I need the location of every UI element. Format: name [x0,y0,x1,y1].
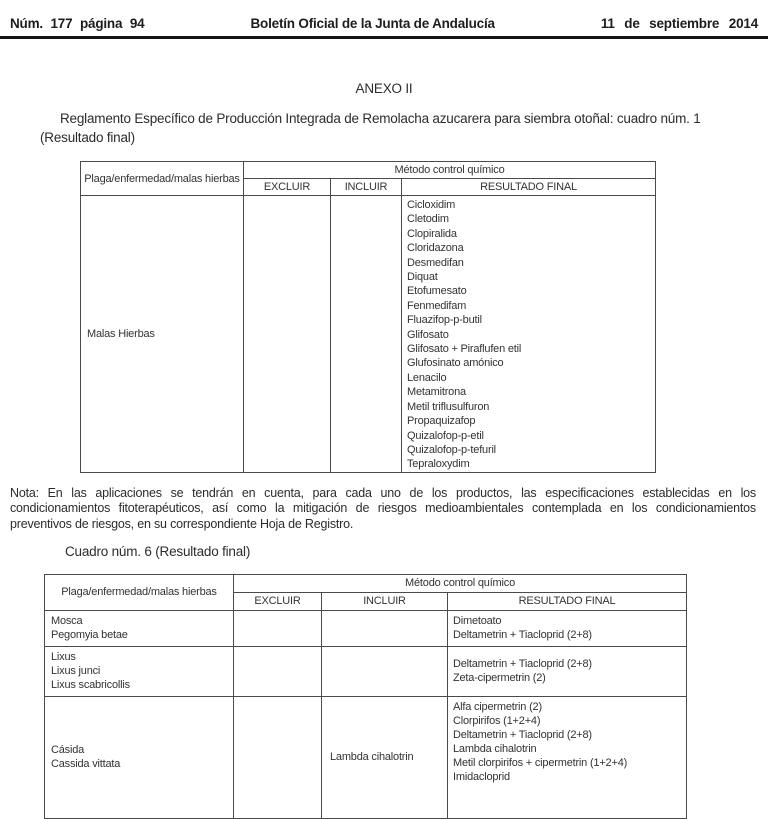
metodo-group-header: Método control químico [244,162,656,179]
plaga-cell [45,646,234,696]
table-header-row [81,162,656,179]
cell-line: Metil clorpirifos + cipermetrin (1+2+4) [453,756,628,769]
cell-line: Dimetoato [453,615,502,627]
excluir-cell [234,696,322,818]
cell-line: Etofumesato [407,285,467,298]
excluir-cell [244,196,331,473]
resultado-cell [448,646,687,696]
cuadro-6-table [44,574,687,819]
metodo-group-header: Método control químico [234,574,687,592]
table-row [45,696,687,818]
cell-line: Lixus scabricollis [51,679,130,691]
cell-line: Desmedifan [407,256,464,269]
resultado-column-header: RESULTADO FINAL [448,592,687,610]
excluir-cell [234,610,322,646]
cell-line: Metamitrona [407,386,466,399]
cell-line: Cásida [51,744,85,756]
plaga-column-header: Plaga/enfermedad/malas hierbas [45,574,234,610]
cell-line: Alfa cipermetrin (2) [453,700,542,713]
incluir-column-header: INCLUIR [331,179,402,196]
cell-line: Deltametrin + Tiacloprid (2+8) [453,658,592,670]
plaga-cell [45,696,234,818]
cell-line: Diquat [407,271,438,284]
cell-line: Quizalofop-p-tefuril [407,443,496,456]
cell-line: Glifosato + Piraflufen etil [407,343,522,356]
cell-line: Metil triflusulfuron [407,400,490,413]
incluir-cell [322,696,448,818]
cell-line: Malas Hierbas [87,327,155,340]
cell-line: Tepraloxydim [407,458,470,471]
cell-line: Cletodim [407,213,449,226]
cell-line: Fluazifop-p-butil [407,314,482,327]
excluir-column-header: EXCLUIR [234,592,322,610]
cell-line: Deltametrin + Tiacloprid (2+8) [453,728,592,741]
note-paragraph: Nota: En las aplicaciones se tendrán en cuenta, para cada uno de los productos, las especificaciones establecidas en los condicionamientos fitoterapéuticos, así como la mitigación de riesgos medioambientales contemplada en los condicionamientos preventivos de riesgos, en su correspondiente Hoja de Registro. [10,485,756,531]
cell-line: Cassida vittata [51,758,121,770]
cell-line: Glifosato [407,328,449,341]
cell-line: Deltametrin + Tiacloprid (2+8) [453,629,592,641]
cuadro-1-table [80,161,656,473]
resultado-column-header: RESULTADO FINAL [402,179,656,196]
cell-line: Lenacilo [407,371,447,384]
cell-line: Quizalofop-p-etil [407,429,484,442]
cell-line: Fenmedifam [407,299,467,312]
cell-line: Zeta-cipermetrin (2) [453,672,546,684]
cell-line: Propaquizafop [407,415,476,428]
masthead [0,0,768,39]
bulletin-number: Núm. 177 página 94 [10,16,145,31]
plaga-cell [81,196,244,473]
excluir-cell [234,646,322,696]
resultado-cell [448,610,687,646]
cell-line: Clorpirifos (1+2+4) [453,714,541,727]
table-row [45,646,687,696]
resultado-cell [402,196,656,473]
table-row [45,610,687,646]
cell-line: Lixus [51,651,76,663]
cell-line: Lambda cihalotrin [453,742,537,755]
annex-title: ANEXO II [355,81,413,96]
cell-line: Lambda cihalotrin [330,751,414,763]
incluir-cell [322,610,448,646]
plaga-cell [45,610,234,646]
table-header-row [45,574,687,592]
intro-paragraph: Reglamento Específico de Producción Integrada de Remolacha azucarera para siembra otoñal: cuadro núm. 1 (Resultado final) [40,111,701,145]
incluir-cell [331,196,402,473]
cuadro1-resultado-lines [402,198,655,472]
cell-line: Mosca [51,615,83,627]
cell-line: Glufosinato amónico [407,357,504,370]
excluir-column-header: EXCLUIR [244,179,331,196]
incluir-cell [322,646,448,696]
cell-line: Cicloxidim [407,199,456,211]
cell-line: Pegomyia betae [51,629,128,641]
resultado-cell [448,696,687,818]
cuadro6-body [45,610,687,818]
table-row [81,196,656,473]
bulletin-date: 11 de septiembre 2014 [600,16,758,31]
incluir-column-header: INCLUIR [322,592,448,610]
cell-line: Lixus junci [51,665,101,677]
cuadro-6-title: Cuadro núm. 6 (Resultado final) [65,543,251,559]
plaga-column-header: Plaga/enfermedad/malas hierbas [81,162,244,196]
cell-line: Cloridazona [407,242,464,255]
cell-line: Imidacloprid [453,770,510,783]
cell-line: Clopiralida [407,227,457,240]
bulletin-title: Boletín Oficial de la Junta de Andalucía [250,16,495,31]
